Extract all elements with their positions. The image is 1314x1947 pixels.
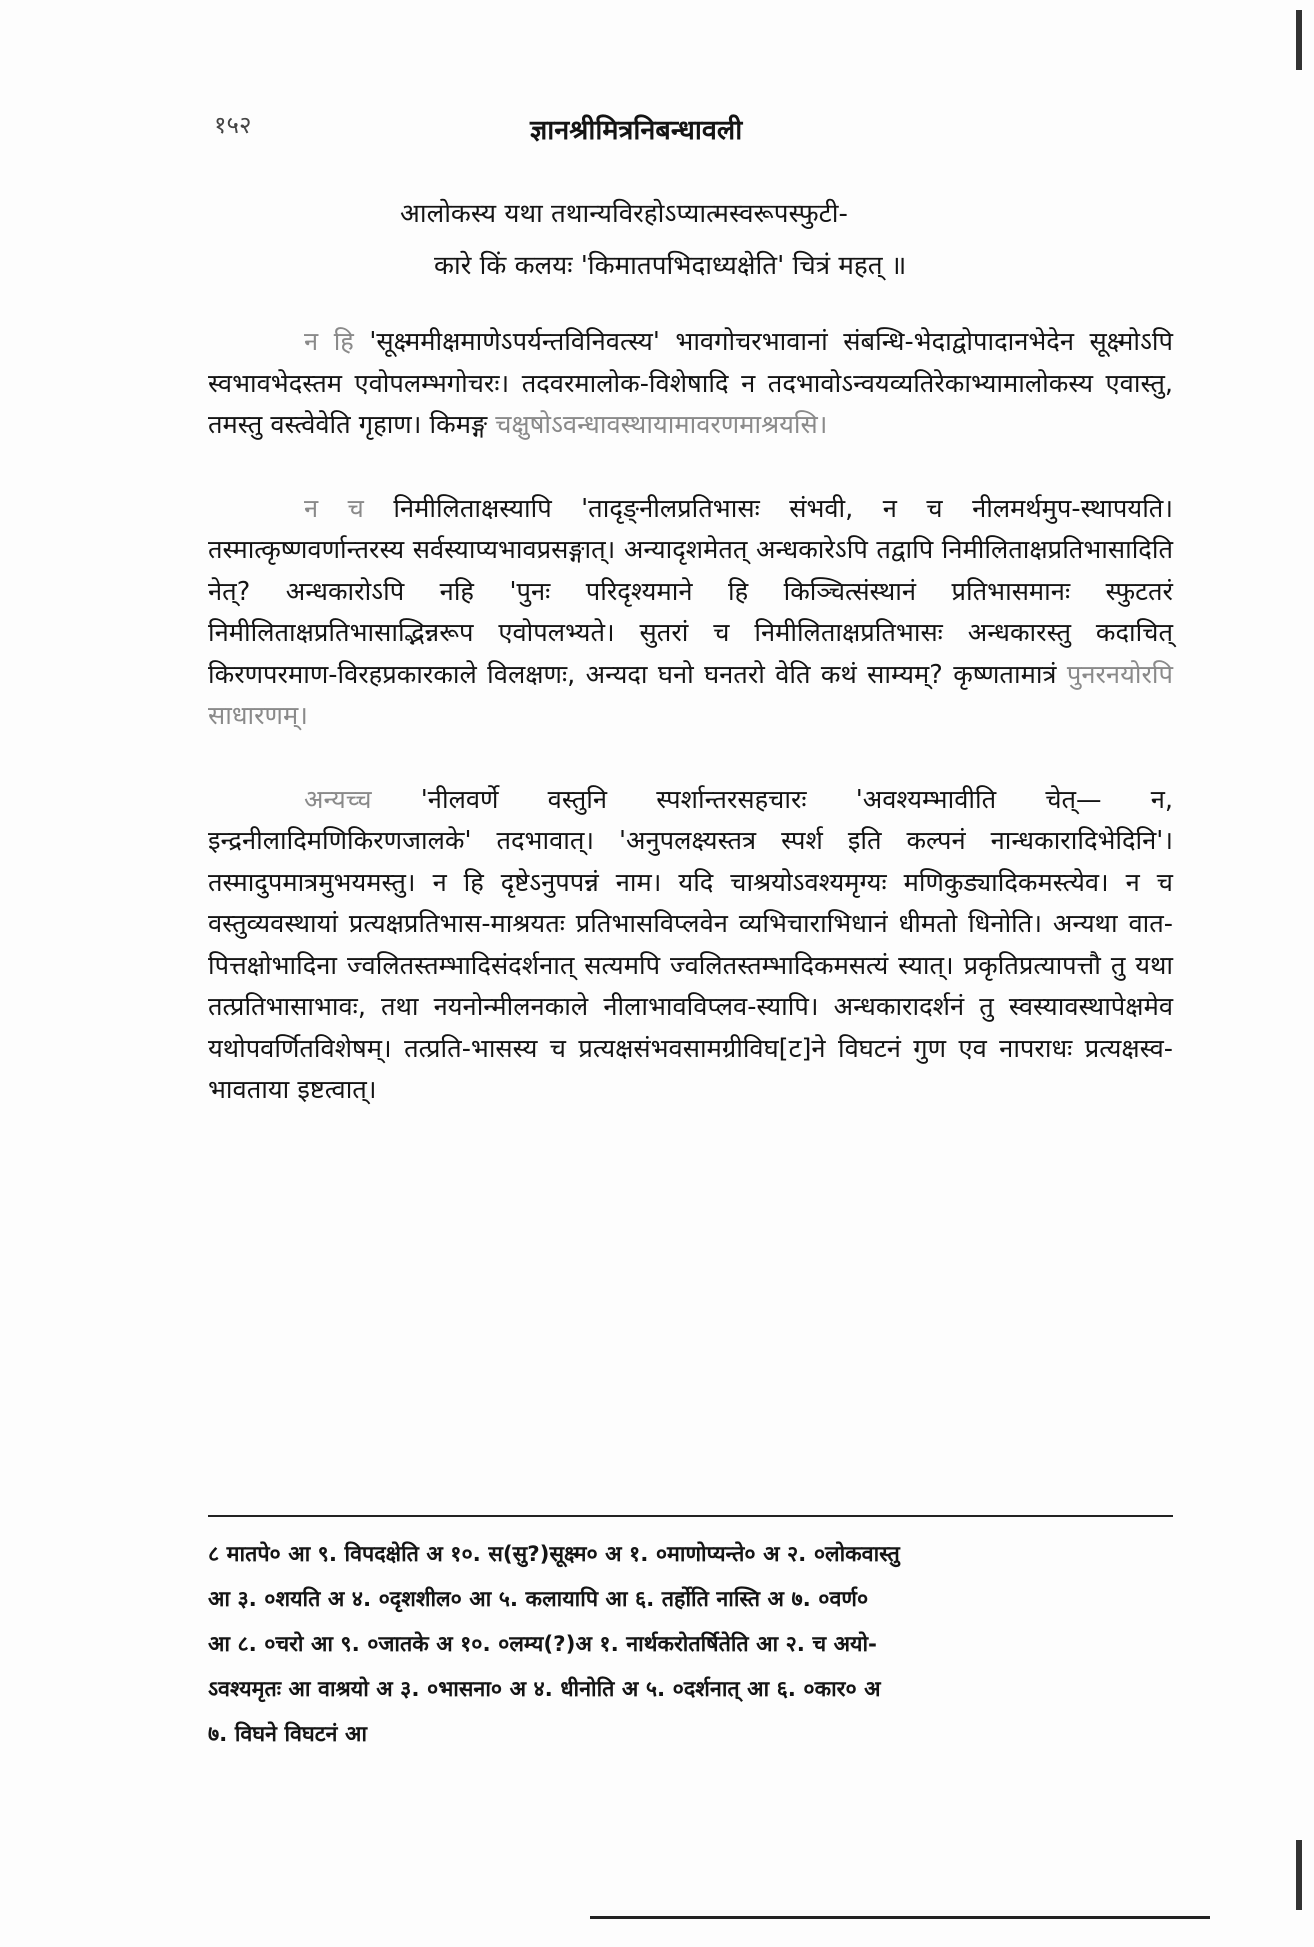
commentary-body bbox=[208, 322, 1173, 1112]
running-title: ज्ञानश्रीमित्रनिबन्धावली bbox=[530, 115, 743, 146]
footnotes bbox=[208, 1532, 1173, 1757]
bottom-divider bbox=[590, 1916, 1210, 1919]
page-header bbox=[200, 108, 1160, 148]
paragraph-3-text: 'नीलवर्णे वस्तुनि स्पर्शान्तरसहचारः 'अवश्यम्भावीति चेत्— न, इन्द्रनीलादिमणिकिरणजालके' तदभावात्। 'अनुपलक्ष्यस्तत्र स्पर्श इति कल्पनं नान्धकारादिभेदिनि'। तस्मादुपमात्रमुभयमस्तु। न हि दृष्टेऽनुपपन्नं नाम। यदि चाश्रयोऽवश्यमृग्यः मणिकुड्यादिकमस्त्येव। न च वस्तुव्यवस्थायां प्रत्यक्षप्रतिभास-माश्रयतः प्रतिभासविप्लवेन व्यभिचाराभिधानं धीमतो धिनोति। अन्यथा वात-पित्तक्षोभादिना ज्वलितस्तम्भादिसंदर्शनात् सत्यमपि ज्वलितस्तम्भादिकमसत्यं स्यात्। प्रकृतिप्रत्यापत्तौ तु यथा तत्प्रतिभासाभावः, तथा नयनोन्मीलनकाले नीलाभावविप्लव-स्यापि। अन्धकारादर्शनं तु स्वस्यावस्थापेक्षमेव यथोपवर्णितविशेषम्। तत्प्रति-भासस्य च प्रत्यक्षसंभवसामग्रीविघ[ट]ने विघटनं गुण एव नापराधः प्रत्यक्षस्व-भावताया इष्टत्वात्। bbox=[208, 784, 1173, 1105]
scan-edge-mark-top bbox=[1296, 10, 1302, 70]
footnote-line: आ ३. ०शयति अ ४. ०दृशशील० आ ५. कलायापि आ ६. तर्होति नास्ति अ ७. ०वर्ण० bbox=[208, 1587, 869, 1612]
paragraph-1-tail: चक्षुषोऽवन्धावस्थायामावरणमाश्रयसि। bbox=[495, 410, 828, 440]
paragraph-1-lead: न हि bbox=[304, 327, 370, 357]
footnote-line: ८ मातपे० आ ९. विपदक्षेति अ १०. स(सु?)सूक्ष्म० अ १. ०माणोप्यन्ते० अ २. ०लोकवास्तु bbox=[208, 1542, 900, 1567]
verse-line-2: कारे किं कलयः 'किमातपभिदाध्यक्षेति' चित्रं महत् ॥ bbox=[434, 251, 907, 281]
paragraph-2-text: निमीलिताक्षस्यापि 'तादृङ्नीलप्रतिभासः संभवी, न च नीलमर्थमुप-स्थापयति। तस्मात्कृष्णवर्णान्तरस्य सर्वस्याप्यभावप्रसङ्गात्। अन्यादृशमेतत् अन्धकारेऽपि तद्वापि निमीलिताक्षप्रतिभासादिति नेत्? अन्धकारोऽपि नहि 'पुनः परिदृश्यमाने हि किञ्चित्संस्थानं प्रतिभासमानः स्फुटतरं निमीलिताक्षप्रतिभासाद्भिन्नरूप एवोपलभ्यते। सुतरां च निमीलिताक्षप्रतिभासः अन्धकारस्तु कदाचित् किरणपरमाण-विरहप्रकारकाले विलक्षणः, अन्यदा घनो घनतरो वेति कथं साम्यम्? कृष्णतामात्रं bbox=[208, 493, 1174, 690]
scan-edge-mark-bottom bbox=[1296, 1840, 1302, 1910]
footnote-line: ऽवश्यमृतः आ वाश्रयो अ ३. ०भासना० अ ४. धीनोति अ ५. ०दर्शनात् आ ६. ०कार० अ bbox=[208, 1677, 881, 1702]
verse-line-1: आलोकस्य यथा तथान्यविरहोऽप्यात्मस्वरूपस्फुटी- bbox=[400, 199, 848, 229]
page-number: १५२ bbox=[214, 111, 252, 139]
paragraph-3-lead: अन्यच्च bbox=[304, 784, 421, 815]
footnote-line: ७. विघने विघटनं आ bbox=[208, 1722, 367, 1747]
paragraph-1-text: 'सूक्ष्ममीक्षमाणेऽपर्यन्तविनिवत्स्य' भावगोचरभावानां संबन्धि-भेदाद्वोपादानभेदेन सूक्ष्मोऽपि स्वभावभेदस्तम एवोपलम्भगोचरः। तदवरमालोक-विशेषादि न तदभावोऽन्वयव्यतिरेकाभ्यामालोकस्य एवास्तु, तमस्तु वस्त्वेवेति गृहाण। किमङ्ग bbox=[208, 327, 1173, 440]
paragraph-2-lead: न च bbox=[304, 493, 394, 524]
footnote-line: आ ८. ०चरो आ ९. ०जातके अ १०. ०लम्य(?)अ १. नार्थकरोतर्षितेति आ २. च अयो- bbox=[208, 1632, 877, 1657]
paragraph-2-tail: पुनरनयोरपि साधारणम्। bbox=[208, 659, 1173, 731]
paragraph-2 bbox=[208, 489, 1173, 738]
paragraph-1 bbox=[208, 322, 1173, 447]
footnote-divider bbox=[208, 1515, 1173, 1517]
verse-block bbox=[400, 188, 1200, 292]
paragraph-3 bbox=[208, 780, 1173, 1112]
